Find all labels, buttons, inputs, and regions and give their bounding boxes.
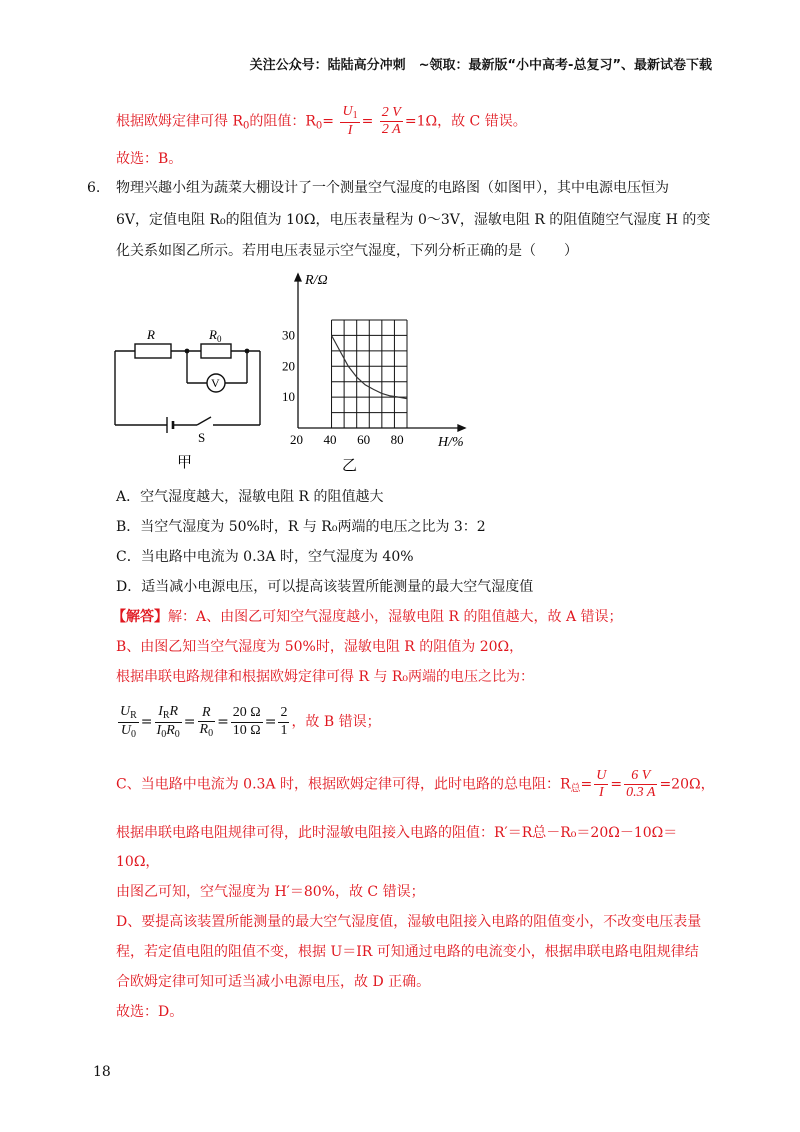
resistor-r0 <box>201 344 231 358</box>
y-axis-label: R/Ω <box>305 273 328 288</box>
x-tick-label: 80 <box>390 432 404 447</box>
switch-lever <box>197 417 211 425</box>
solution-answer: 故选：D。 <box>116 1004 184 1020</box>
question-number: 6. <box>87 180 101 196</box>
question-line-2: 6V，定值电阻 R₀的阻值为 10Ω，电压表量程为 0～3V，湿敏电阻 R 的阻值随空气湿度 H 的变 <box>116 212 711 228</box>
prev-answer: 故选：B。 <box>116 151 183 167</box>
fraction-2v-over-2a: $\frac{2 V}{2 A}$ <box>381 104 401 137</box>
switch-label: S <box>198 430 206 445</box>
solution-b: B、由图乙知当空气湿度为 50%时，湿敏电阻 R 的阻值为 20Ω， <box>116 639 524 655</box>
x-tick-label: 60 <box>357 432 371 447</box>
option-d: D．适当减小电源电压，可以提高该装置所能测量的最大空气湿度值 <box>116 579 534 595</box>
circuit-caption: 甲 <box>177 455 193 470</box>
solution-c-2: 根据串联电路电阻规律可得，此时湿敏电阻接入电路的阻值：R′＝R总－R₀＝20Ω－10Ω＝ <box>116 825 678 841</box>
junction-left <box>185 349 190 354</box>
voltmeter-label: V <box>211 376 220 390</box>
solution-c-3: 10Ω， <box>116 854 160 870</box>
x-axis-label: H/% <box>438 435 464 450</box>
humidity-resistance-chart <box>280 268 480 478</box>
page-header: 关注公众号：陆陆高分冲刺 ~领取：最新版“小中高考-总复习”、最新试卷下载 <box>249 58 712 73</box>
option-b: B．当空气湿度为 50%时，R 与 R₀两端的电压之比为 3：2 <box>116 519 486 535</box>
label-r: R <box>147 327 155 342</box>
solution-c: C、当电路中电流为 0.3A 时，根据欧姆定律可得，此时电路的总电阻：$R_总=$ $\frac{U}{I}$ = $\frac{6 V}{0.3 A}$ =20Ω， <box>116 768 715 801</box>
x-tick-label: 40 <box>323 432 337 447</box>
y-axis-arrow <box>295 274 301 281</box>
option-c: C．当电路中电流为 0.3A 时，空气湿度为 40% <box>116 549 414 565</box>
circuit-diagram <box>105 320 275 470</box>
solution-d-2: 程，若定值电阻的阻值不变，根据 U＝IR 可知通过电路的电流变小，根据串联电路电阻规律结 <box>116 944 699 960</box>
solution-d-3: 合欧姆定律可知可适当减小电源电压，故 D 正确。 <box>116 974 431 990</box>
fraction-u1-over-i: $\frac{U_1}{I}$ <box>342 104 358 138</box>
y-tick-label: 20 <box>282 358 295 374</box>
x-tick-label: 20 <box>290 432 303 447</box>
x-axis-arrow <box>458 425 465 431</box>
solution-b-2: 根据串联电路规律和根据欧姆定律可得 R 与 R₀两端的电压之比为： <box>116 669 535 685</box>
question-line-3: 化关系如图乙所示。若用电压表显示空气湿度，下列分析正确的是（ ） <box>116 243 578 259</box>
solution-d-1: D、要提高该装置所能测量的最大空气湿度值，湿敏电阻接入电路的阻值变小，不改变电压表量 <box>116 914 702 930</box>
solution-c-4: 由图乙可知，空气湿度为 H′＝80%，故 C 错误； <box>116 884 425 900</box>
chart-caption: 乙 <box>342 458 358 474</box>
y-tick-label: 10 <box>282 389 295 405</box>
prev-ohm-line: 根据欧姆定律可得 $R_0$的阻值：$R_0=$ $\frac{U_1}{I}$ = $\frac{2 V}{2 A}$ =1Ω，故 C 错误。 <box>116 104 527 138</box>
page-number: 18 <box>93 1064 111 1080</box>
question-line-1: 物理兴趣小组为蔬菜大棚设计了一个测量空气湿度的电路图（如图甲），其中电源电压恒为 <box>116 180 669 196</box>
y-tick-label: 30 <box>282 327 295 343</box>
solution-a: 【解答】解：A、由图乙可知空气湿度越小，湿敏电阻 R 的阻值越大，故 A 错误； <box>112 609 623 625</box>
resistor-r <box>135 344 171 358</box>
label-r0: $R_0$ <box>209 327 222 344</box>
junction-right <box>245 349 250 354</box>
ratio-formula: $\frac{U_R}{U_0}$ = $\frac{I_RR}{I_0R_0}$ = $\frac{R}{R_0}$ = $\frac{20 \Omega}{10 \Omega}$ = $\frac{2}{1}$ ，故 B 错误； <box>120 704 381 740</box>
option-a: A．空气湿度越大，湿敏电阻 R 的阻值越大 <box>116 489 384 505</box>
